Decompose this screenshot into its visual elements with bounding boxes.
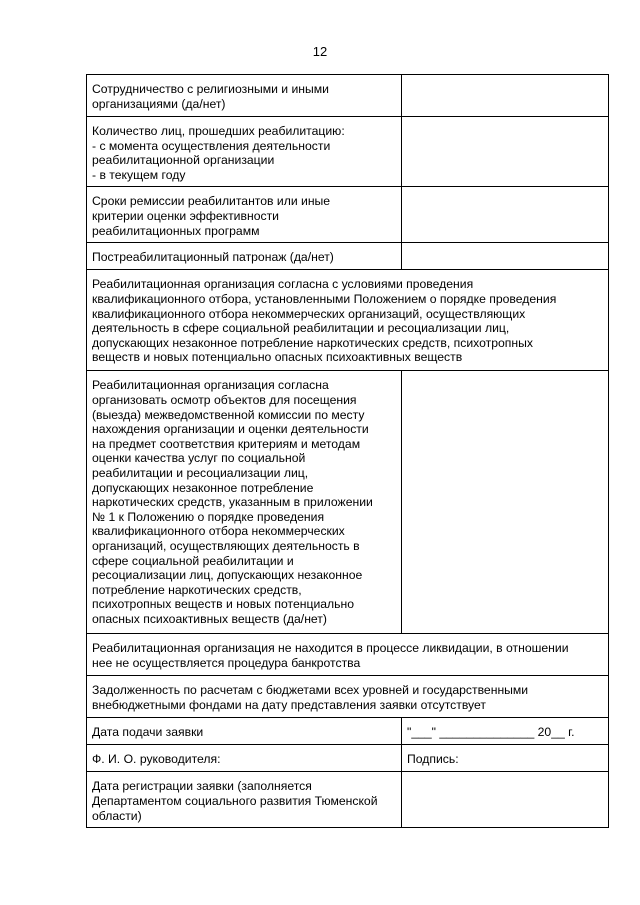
answer-cell-rehabilitated-count[interactable] [402, 117, 609, 187]
table-row-consent-conditions [87, 270, 609, 371]
label-rehabilitated-count: Количество лиц, прошедших реабилитацию: - с момента осуществления деятельности реабилитационной организации - в текущем году [87, 117, 402, 187]
answer-cell-religious-cooperation[interactable] [402, 75, 609, 117]
label-application-date: Дата подачи заявки [87, 718, 402, 745]
page-number: 12 [312, 44, 328, 59]
table-row-religious-cooperation [87, 75, 609, 117]
table-row-inspection-consent [87, 371, 609, 634]
application-date-field[interactable]: "___" ______________ 20__ г. [402, 718, 609, 745]
table-row-application-date [87, 718, 609, 745]
label-director-name: Ф. И. О. руководителя: [87, 745, 402, 772]
statement-no-debt: Задолженность по расчетам с бюджетами всех уровней и государственными внебюджетными фондами на дату представления заявки отсутствует [87, 676, 609, 718]
answer-cell-inspection-consent[interactable] [402, 371, 609, 634]
table-row-post-rehab-patronage [87, 243, 609, 270]
label-registration-date: Дата регистрации заявки (заполняется Департаментом социального развития Тюменской области) [87, 772, 402, 828]
table-row-registration-date [87, 772, 609, 828]
table-row-remission-terms [87, 187, 609, 243]
label-inspection-consent: Реабилитационная организация согласна организовать осмотр объектов для посещения (выезда) межведомственной комиссии по месту нахождения организации и оценки деятельности на предмет соответствия критериям и методам оценки качества услуг по социальной реабилитации и ресоциализации лиц, допускающих незаконное потребление наркотических средств, указанным в приложении № 1 к Положению о порядке проведения квалификационного отбора некоммерческих организаций, осуществляющих деятельность в сфере социальной реабилитации и ресоциализации лиц, допускающих незаконное потребление наркотических средств, психотропных веществ и новых потенциально опасных психоактивных веществ (да/нет) [87, 371, 402, 634]
table-row-no-liquidation [87, 634, 609, 676]
application-form-table [86, 74, 609, 828]
label-post-rehab-patronage: Постреабилитационный патронаж (да/нет) [87, 243, 402, 270]
label-religious-cooperation: Сотрудничество с религиозными и иными организациями (да/нет) [87, 75, 402, 117]
table-row-rehabilitated-count [87, 117, 609, 187]
signature-field[interactable]: Подпись: [402, 745, 609, 772]
statement-consent-conditions: Реабилитационная организация согласна с условиями проведения квалификационного отбора, установленными Положением о порядке проведения квалификационного отбора некоммерческих организаций, осуществляющих деятельность в сфере социальной реабилитации и ресоциализации лиц, допускающих незаконное потребление наркотических средств, психотропных веществ и новых потенциально опасных психоактивных веществ [87, 270, 609, 371]
table-row-director-name [87, 745, 609, 772]
answer-cell-remission-terms[interactable] [402, 187, 609, 243]
table-row-no-debt [87, 676, 609, 718]
statement-no-liquidation: Реабилитационная организация не находится в процессе ликвидации, в отношении нее не осуществляется процедура банкротства [87, 634, 609, 676]
answer-cell-registration-date[interactable] [402, 772, 609, 828]
answer-cell-post-rehab-patronage[interactable] [402, 243, 609, 270]
label-remission-terms: Сроки ремиссии реабилитантов или иные критерии оценки эффективности реабилитационных программ [87, 187, 402, 243]
